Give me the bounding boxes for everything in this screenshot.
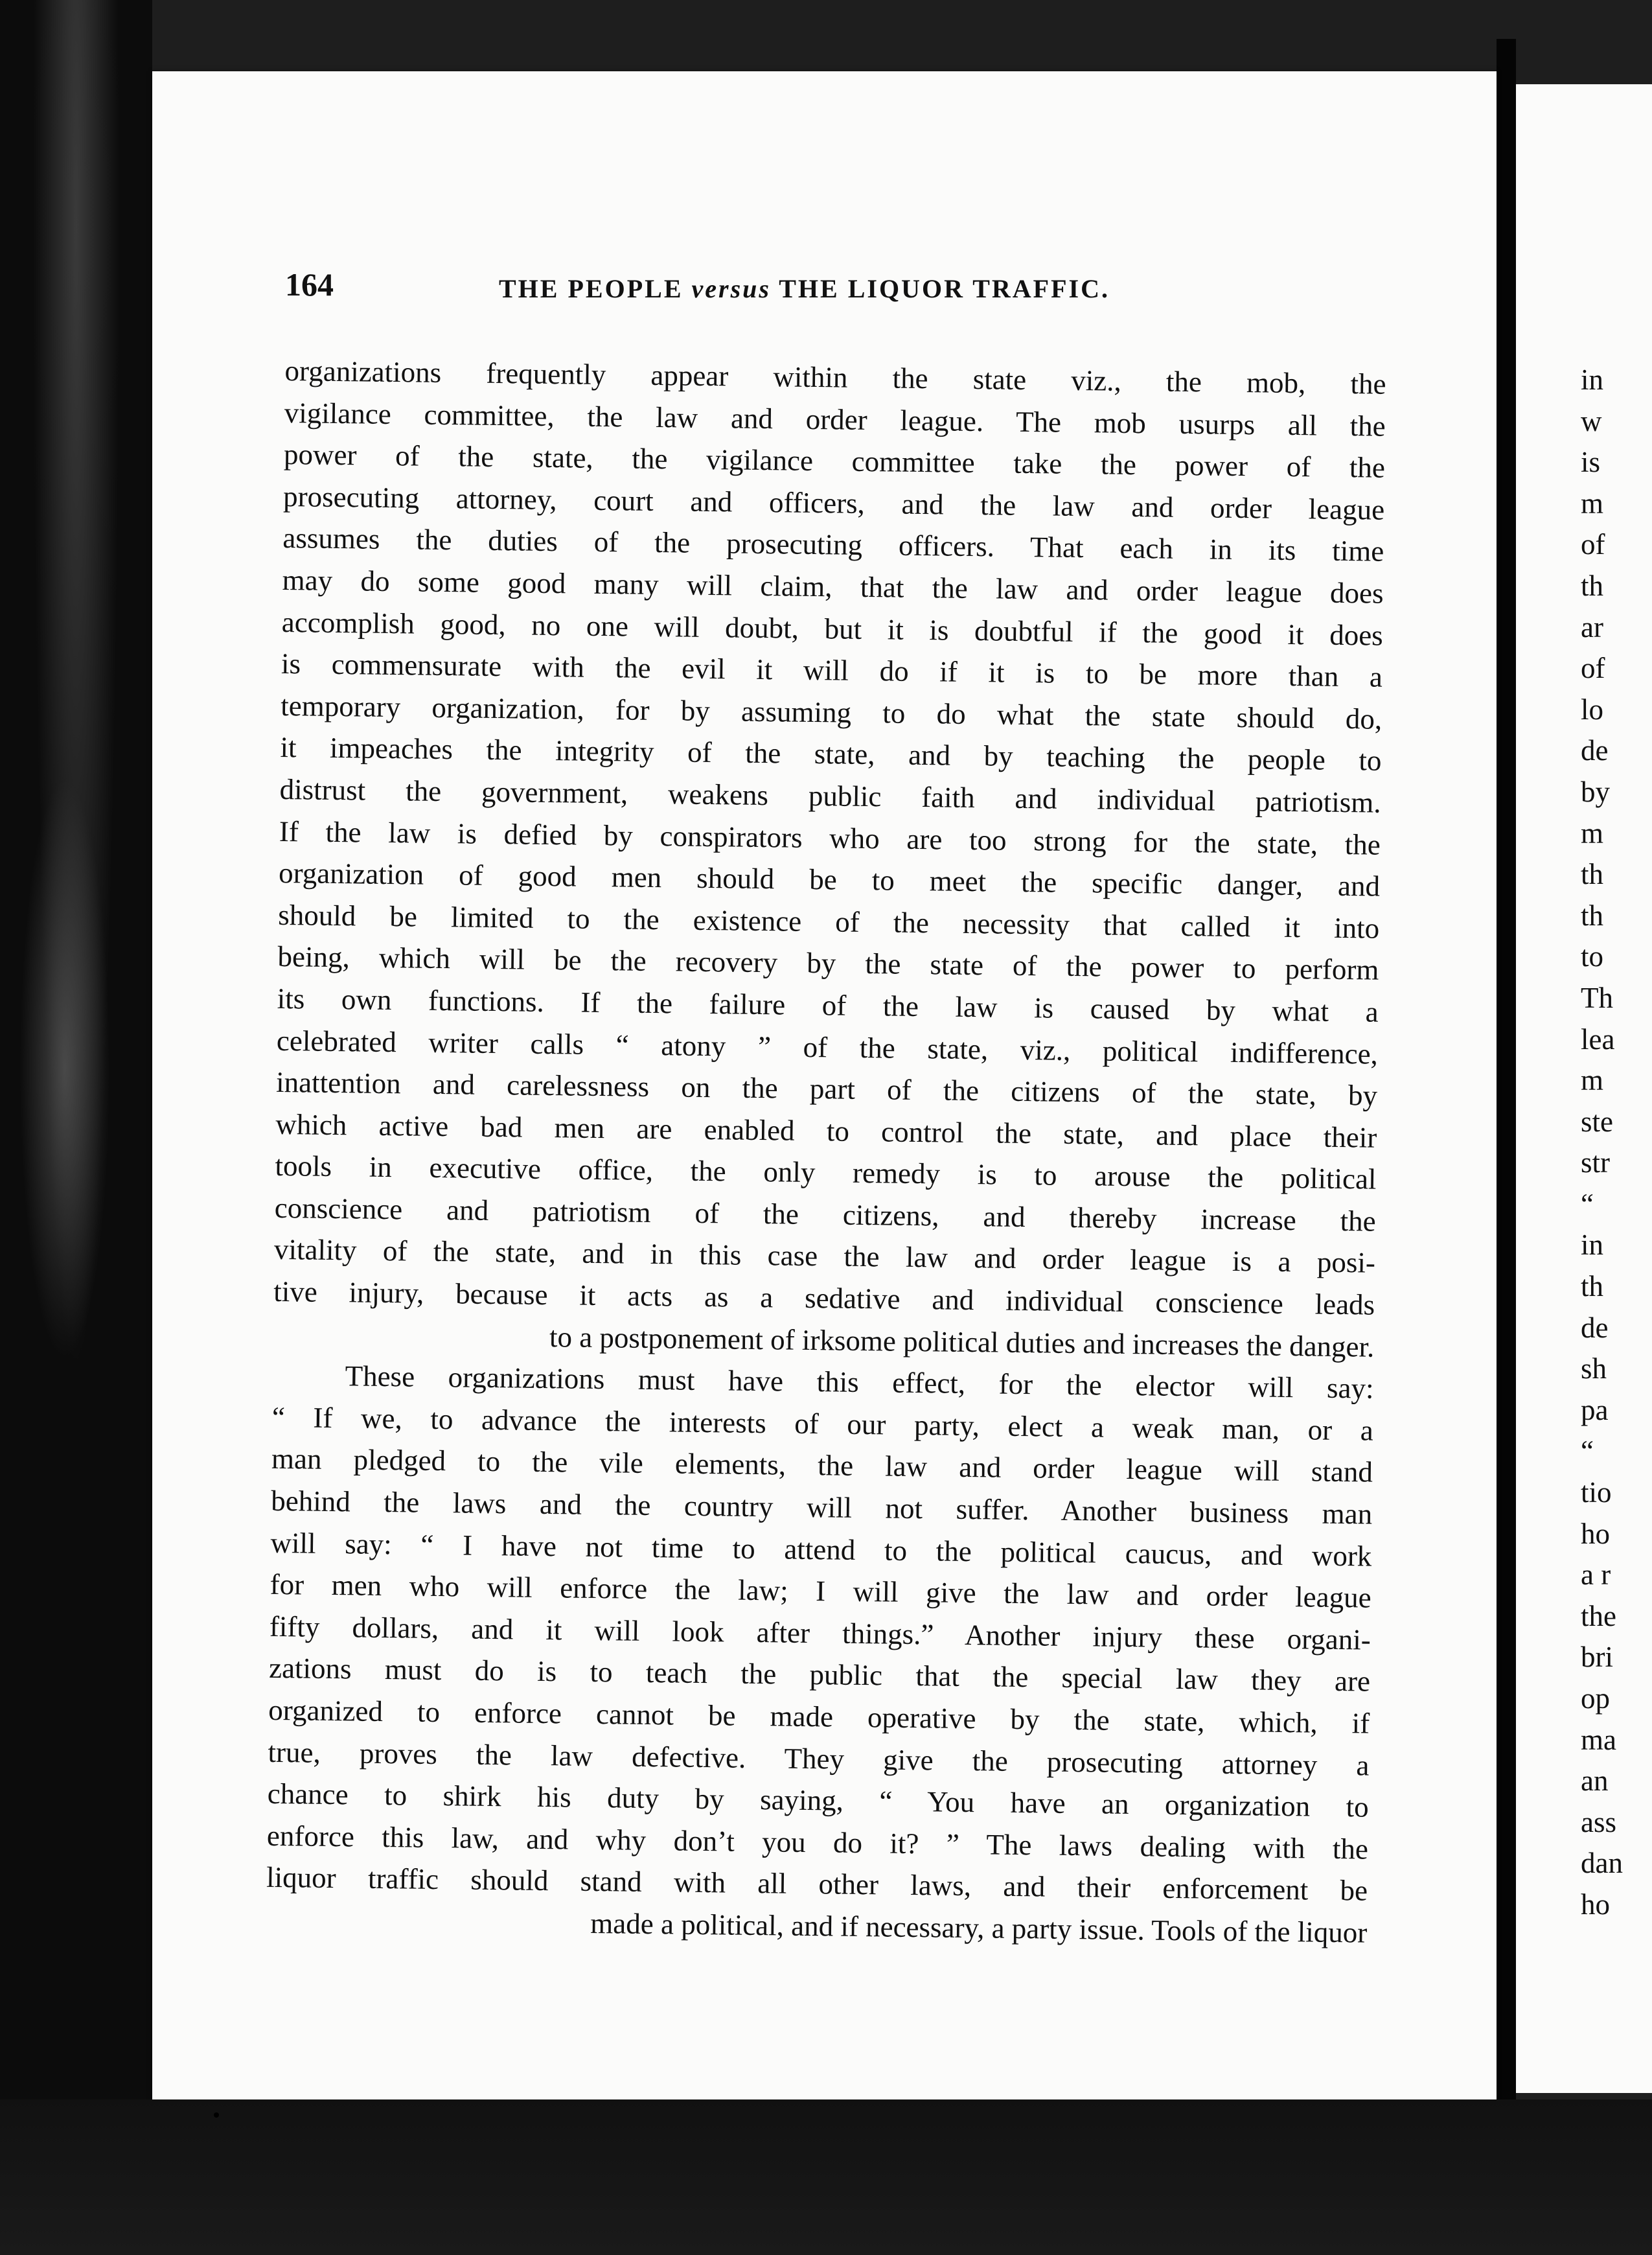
- facing-page-line-fragment: of: [1581, 528, 1605, 561]
- facing-page-line-fragment: de: [1581, 734, 1609, 767]
- scan-border-bottom: [0, 2099, 1652, 2255]
- text-line: man pledged to the vile elements, the law and order league will stand: [271, 1442, 1373, 1489]
- facing-page-line-fragment: of: [1581, 652, 1605, 685]
- text-line: organized to enforce cannot be made operative by the state, which, if: [268, 1693, 1370, 1740]
- facing-page-line-fragment: str: [1581, 1146, 1610, 1179]
- text-line: for men who will enforce the law; I will give the law and order league: [270, 1568, 1371, 1614]
- facing-page-line-fragment: to: [1581, 940, 1604, 973]
- page-number: 164: [285, 266, 334, 303]
- text-line: to a postponement of irksome political duties and increases the danger.: [549, 1320, 1375, 1363]
- text-line: These organizations must have this effect, for the elector will say:: [345, 1359, 1374, 1405]
- facing-page-line-fragment: th: [1581, 858, 1604, 891]
- text-line: inattention and carelessness on the part of the citizens of the state, by: [275, 1066, 1378, 1112]
- text-line: prosecuting attorney, court and officers, and the law and order league: [282, 480, 1385, 526]
- facing-page-line-fragment: in: [1581, 1229, 1604, 1262]
- facing-page-line-fragment: m: [1581, 1064, 1604, 1097]
- text-line: conscience and patriotism of the citizens, and thereby increase the: [274, 1191, 1377, 1238]
- facing-page-line-fragment: ho: [1581, 1517, 1610, 1550]
- text-line: temporary organization, for by assuming to do what the state should do,: [280, 689, 1382, 735]
- body-text: [266, 350, 1386, 1954]
- facing-page-line-fragment: ste: [1581, 1105, 1613, 1138]
- text-line: being, which will be the recovery by the state of the power to perform: [277, 940, 1379, 987]
- text-line: organization of good men should be to meet the specific danger, and: [278, 857, 1381, 903]
- text-line: its own functions. If the failure of the law is caused by what a: [277, 982, 1379, 1028]
- text-line: behind the laws and the country will not suffer. Another business man: [270, 1484, 1373, 1531]
- running-title: [499, 273, 1110, 304]
- facing-page-line-fragment: is: [1581, 446, 1601, 479]
- text-line: will say: “ I have not time to attend to the political caucus, and work: [270, 1526, 1372, 1573]
- text-line: zations must do is to teach the public that the special law they are: [268, 1652, 1371, 1698]
- facing-page-line-fragment: in: [1581, 364, 1604, 396]
- text-line: tive injury, because it acts as a sedative and individual conscience leads: [273, 1275, 1375, 1321]
- text-line: liquor traffic should stand with all other laws, and their enforcement be: [266, 1861, 1368, 1907]
- running-title-part: THE PEOPLE: [499, 274, 692, 303]
- text-line: tools in executive office, the only remedy is to arouse the political: [275, 1150, 1377, 1196]
- facing-page-lines: [1516, 360, 1623, 1926]
- text-line: made a political, and if necessary, a party issue. Tools of the liquor: [590, 1906, 1368, 1949]
- running-title-italic: versus: [691, 274, 771, 303]
- text-line: distrust the government, weakens public faith and individual patriotism.: [279, 772, 1381, 819]
- text-line: it impeaches the integrity of the state, and by teaching the people to: [280, 731, 1382, 778]
- text-line: which active bad men are enabled to control the state, and place their: [275, 1107, 1377, 1154]
- running-title-part: THE LIQUOR TRAFFIC.: [770, 274, 1110, 303]
- facing-page-line-fragment: lo: [1581, 693, 1604, 726]
- book-page: [152, 71, 1497, 2099]
- facing-page-line-fragment: “: [1581, 1187, 1594, 1220]
- text-line: may do some good many will claim, that the law and order league does: [282, 563, 1384, 610]
- text-line: enforce this law, and why don’t you do it? ” The laws dealing with the: [266, 1819, 1369, 1866]
- text-line: celebrated writer calls “ atony ” of the state, viz., political indifference,: [276, 1024, 1379, 1070]
- facing-page-line-fragment: m: [1581, 487, 1604, 520]
- text-line: chance to shirk his duty by saying, “ You have an organization to: [267, 1777, 1369, 1823]
- facing-page-line-fragment: op: [1581, 1682, 1610, 1715]
- facing-page-line-fragment: Th: [1581, 981, 1613, 1014]
- facing-page-line-fragment: ar: [1581, 610, 1603, 643]
- text-line: fifty dollars, and it will look after things.” Another injury these organi-: [269, 1610, 1371, 1656]
- facing-page-line-fragment: sh: [1581, 1352, 1607, 1385]
- facing-page-fragment: [1516, 84, 1652, 2093]
- text-line: should be limited to the existence of the necessity that called it into: [278, 898, 1380, 945]
- facing-page-line-fragment: th: [1581, 1270, 1604, 1303]
- text-line: vitality of the state, and in this case the law and order league is a posi-: [273, 1233, 1376, 1280]
- facing-page-line-fragment: lea: [1581, 1023, 1615, 1056]
- scan-border-left: [0, 0, 152, 2255]
- text-line: organizations frequently appear within the state viz., the mob, the: [284, 354, 1386, 400]
- text-line: vigilance committee, the law and order league. The mob usurps all the: [284, 396, 1386, 443]
- facing-page-line-fragment: de: [1581, 1311, 1609, 1344]
- facing-page-line-fragment: an: [1581, 1764, 1609, 1798]
- text-line: accomplish good, no one will doubt, but it is doubtful if the good it does: [281, 605, 1384, 652]
- facing-page-line-fragment: th: [1581, 899, 1604, 932]
- facing-page-line-fragment: m: [1581, 816, 1604, 850]
- facing-page-line-fragment: by: [1581, 775, 1610, 808]
- text-line: is commensurate with the evil it will do if it is to be more than a: [281, 647, 1383, 693]
- facing-page-line-fragment: pa: [1581, 1393, 1609, 1426]
- facing-page-line-fragment: tio: [1581, 1476, 1612, 1509]
- facing-page-line-fragment: dan: [1581, 1847, 1623, 1880]
- facing-page-line-fragment: ma: [1581, 1723, 1616, 1756]
- text-line: assumes the duties of the prosecuting officers. That each in its time: [282, 522, 1384, 568]
- facing-page-line-fragment: bri: [1581, 1641, 1613, 1674]
- facing-page-line-fragment: the: [1581, 1599, 1616, 1632]
- ink-speck: [214, 2112, 219, 2118]
- text-line: If the law is defied by conspirators who are too strong for the state, the: [279, 815, 1381, 861]
- text-line: power of the state, the vigilance committee take the power of the: [283, 438, 1386, 484]
- facing-page-line-fragment: ho: [1581, 1888, 1610, 1921]
- facing-page-line-fragment: w: [1581, 404, 1602, 437]
- facing-page-line-fragment: “: [1581, 1435, 1594, 1468]
- book-gutter: [1497, 39, 1516, 2145]
- facing-page-line-fragment: th: [1581, 569, 1604, 602]
- text-line: true, proves the law defective. They give the prosecuting attorney a: [268, 1735, 1370, 1782]
- facing-page-line-fragment: ass: [1581, 1805, 1616, 1838]
- running-head: [285, 266, 1451, 305]
- text-line: “ If we, to advance the interests of our party, elect a weak man, or a: [271, 1400, 1374, 1447]
- facing-page-line-fragment: a r: [1581, 1558, 1611, 1591]
